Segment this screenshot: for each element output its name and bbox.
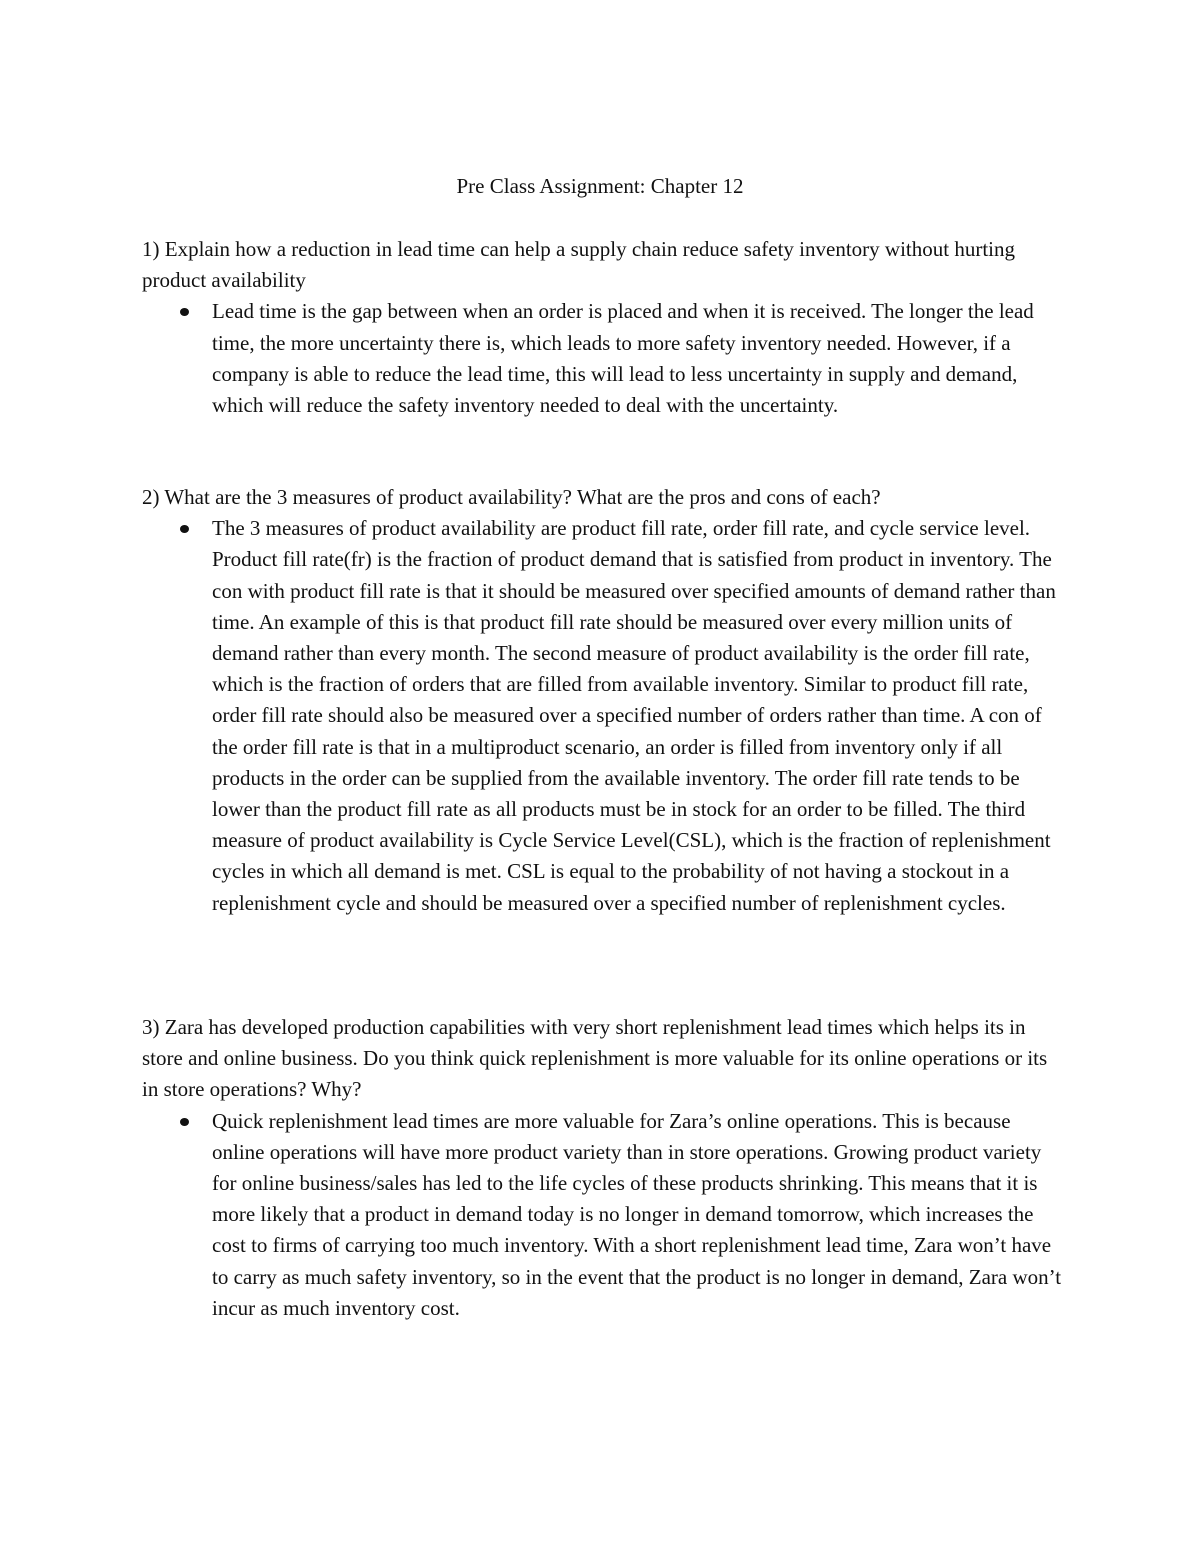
bullet-icon [180,308,189,316]
answer-item [142,513,1062,919]
answer-list [142,513,1062,919]
answer-item [142,296,1062,421]
answer-list [142,296,1062,421]
document-title: Pre Class Assignment: Chapter 12 [456,174,744,198]
question-block-3 [142,1012,1062,1324]
answer-text: Quick replenishment lead times are more valuable for Zara’s online operations. This is because online operations will have more product variety than in store operations. Growing product variety for online business/sales has led to the life cycles of these products shrinking. This means that it is more likely that a product in demand today is no longer in demand tomorrow, which increases the cost to firms of carrying too much inventory. With a short replenishment lead time, Zara won’t have to carry as much safety inventory, so in the event that the product is no longer in demand, Zara won’t incur as much inventory cost. [212,1108,1062,1320]
answer-text: Lead time is the gap between when an order is placed and when it is received. The longer the lead time, the more uncertainty there is, which leads to more safety inventory needed. However, if a company is able to reduce the lead time, this will lead to less uncertainty in supply and demand, which will reduce the safety inventory needed to deal with the uncertainty. [212,299,1034,418]
answer-item [142,1106,1062,1324]
question-block-2 [142,482,1062,919]
bullet-icon [180,525,189,533]
question-text: 3) Zara has developed production capabilities with very short replenishment lead times which helps its in store and online business. Do you think quick replenishment is more valuable for its online operations or its in store operations? Why? [142,1015,1048,1102]
answer-list [142,1106,1062,1324]
question-text: 2) What are the 3 measures of product availability? What are the pros and cons of each? [142,485,881,509]
answer-text: The 3 measures of product availability are product fill rate, order fill rate, and cycle service level. Product fill rate(fr) is the fraction of product demand that is satisfied from product in inventory. The con with product fill rate is that it should be measured over specified amounts of demand rather than time. An example of this is that product fill rate should be measured over every million units of demand rather than every month. The second measure of product availability is the order fill rate, which is the fraction of orders that are filled from available inventory. Similar to product fill rate, order fill rate should also be measured over a specified number of orders rather than time. A con of the order fill rate is that in a multiproduct scenario, an order is filled from inventory only if all products in the order can be supplied from the available inventory. The order fill rate tends to be lower than the product fill rate as all products must be in stock for an order to be filled. The third measure of product availability is Cycle Service Level(CSL), which is the fraction of replenishment cycles in which all demand is met. CSL is equal to the probability of not having a stockout in a replenishment cycle and should be measured over a specified number of replenishment cycles. [212,516,1056,915]
question-text: 1) Explain how a reduction in lead time can help a supply chain reduce safety inventory without hurting product availability [142,237,1015,293]
question-block-1 [142,234,1062,421]
bullet-icon [180,1118,189,1126]
